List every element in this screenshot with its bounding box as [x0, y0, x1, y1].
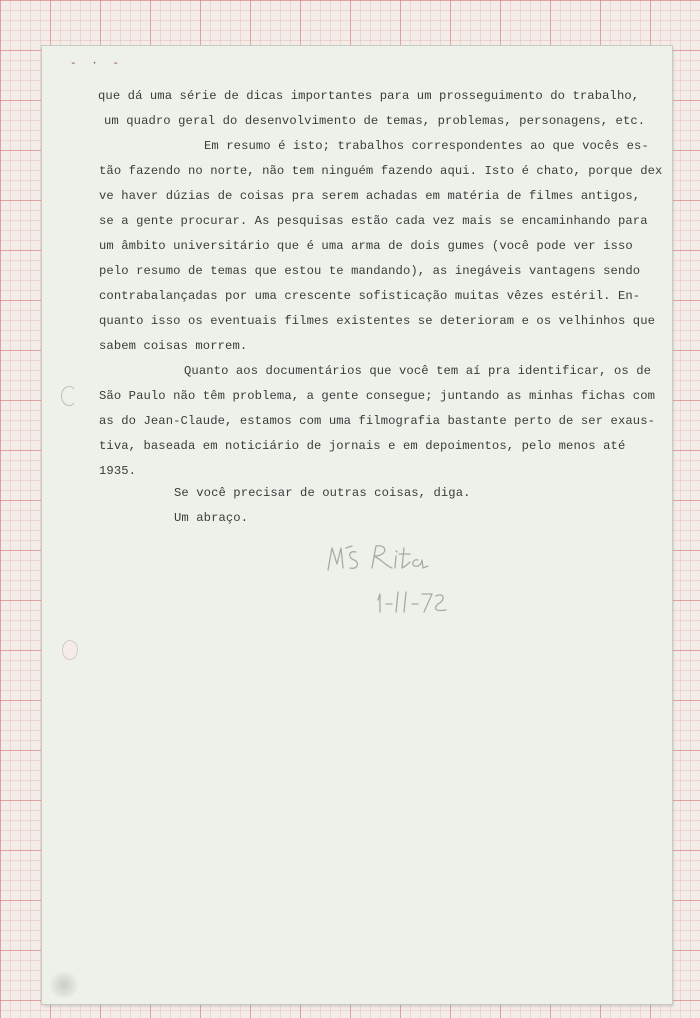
text-line: Se você precisar de outras coisas, diga. [174, 486, 471, 500]
corner-marks: - · - [70, 58, 124, 70]
typed-letter-page [42, 46, 672, 1004]
text-line: Quanto aos documentários que você tem aí pra identificar, os de [184, 364, 652, 378]
binder-hole [62, 640, 78, 660]
text-line: Um abraço. [174, 511, 249, 525]
text-line: pelo resumo de temas que estou te mandando), as inegáveis vantagens sendo [99, 264, 641, 278]
text-line: um âmbito universitário que é uma arma de dois gumes (você pode ver isso [99, 239, 633, 253]
text-line: tão fazendo no norte, não tem ninguém fazendo aqui. Isto é chato, porque dex [99, 164, 663, 178]
text-line: se a gente procurar. As pesquisas estão cada vez mais se encaminhando para [99, 214, 648, 228]
text-line: ve haver dúzias de coisas pra serem achadas em matéria de filmes antigos, [99, 189, 641, 203]
text-line: que dá uma série de dicas importantes para um prosseguimento do trabalho, [98, 89, 640, 103]
handwritten-signature [322, 542, 472, 622]
ink-stamp-mark [48, 972, 80, 998]
text-line: Em resumo é isto; trabalhos correspondentes ao que vocês es- [204, 139, 649, 153]
text-line: São Paulo não têm problema, a gente consegue; juntando as minhas fichas com [99, 389, 656, 403]
text-line: um quadro geral do desenvolvimento de temas, problemas, personagens, etc. [104, 114, 646, 128]
text-line: tiva, baseada em noticiário de jornais e em depoimentos, pelo menos até [99, 439, 626, 453]
binder-hole-mark [61, 386, 77, 406]
text-line: 1935. [99, 464, 137, 478]
text-line: contrabalançadas por uma crescente sofisticação muitas vêzes estéril. En- [99, 289, 641, 303]
text-line: as do Jean-Claude, estamos com uma filmografia bastante perto de ser exaus- [99, 414, 656, 428]
text-line: quanto isso os eventuais filmes existentes se deterioram e os velhinhos que [99, 314, 656, 328]
text-line: sabem coisas morrem. [99, 339, 248, 353]
